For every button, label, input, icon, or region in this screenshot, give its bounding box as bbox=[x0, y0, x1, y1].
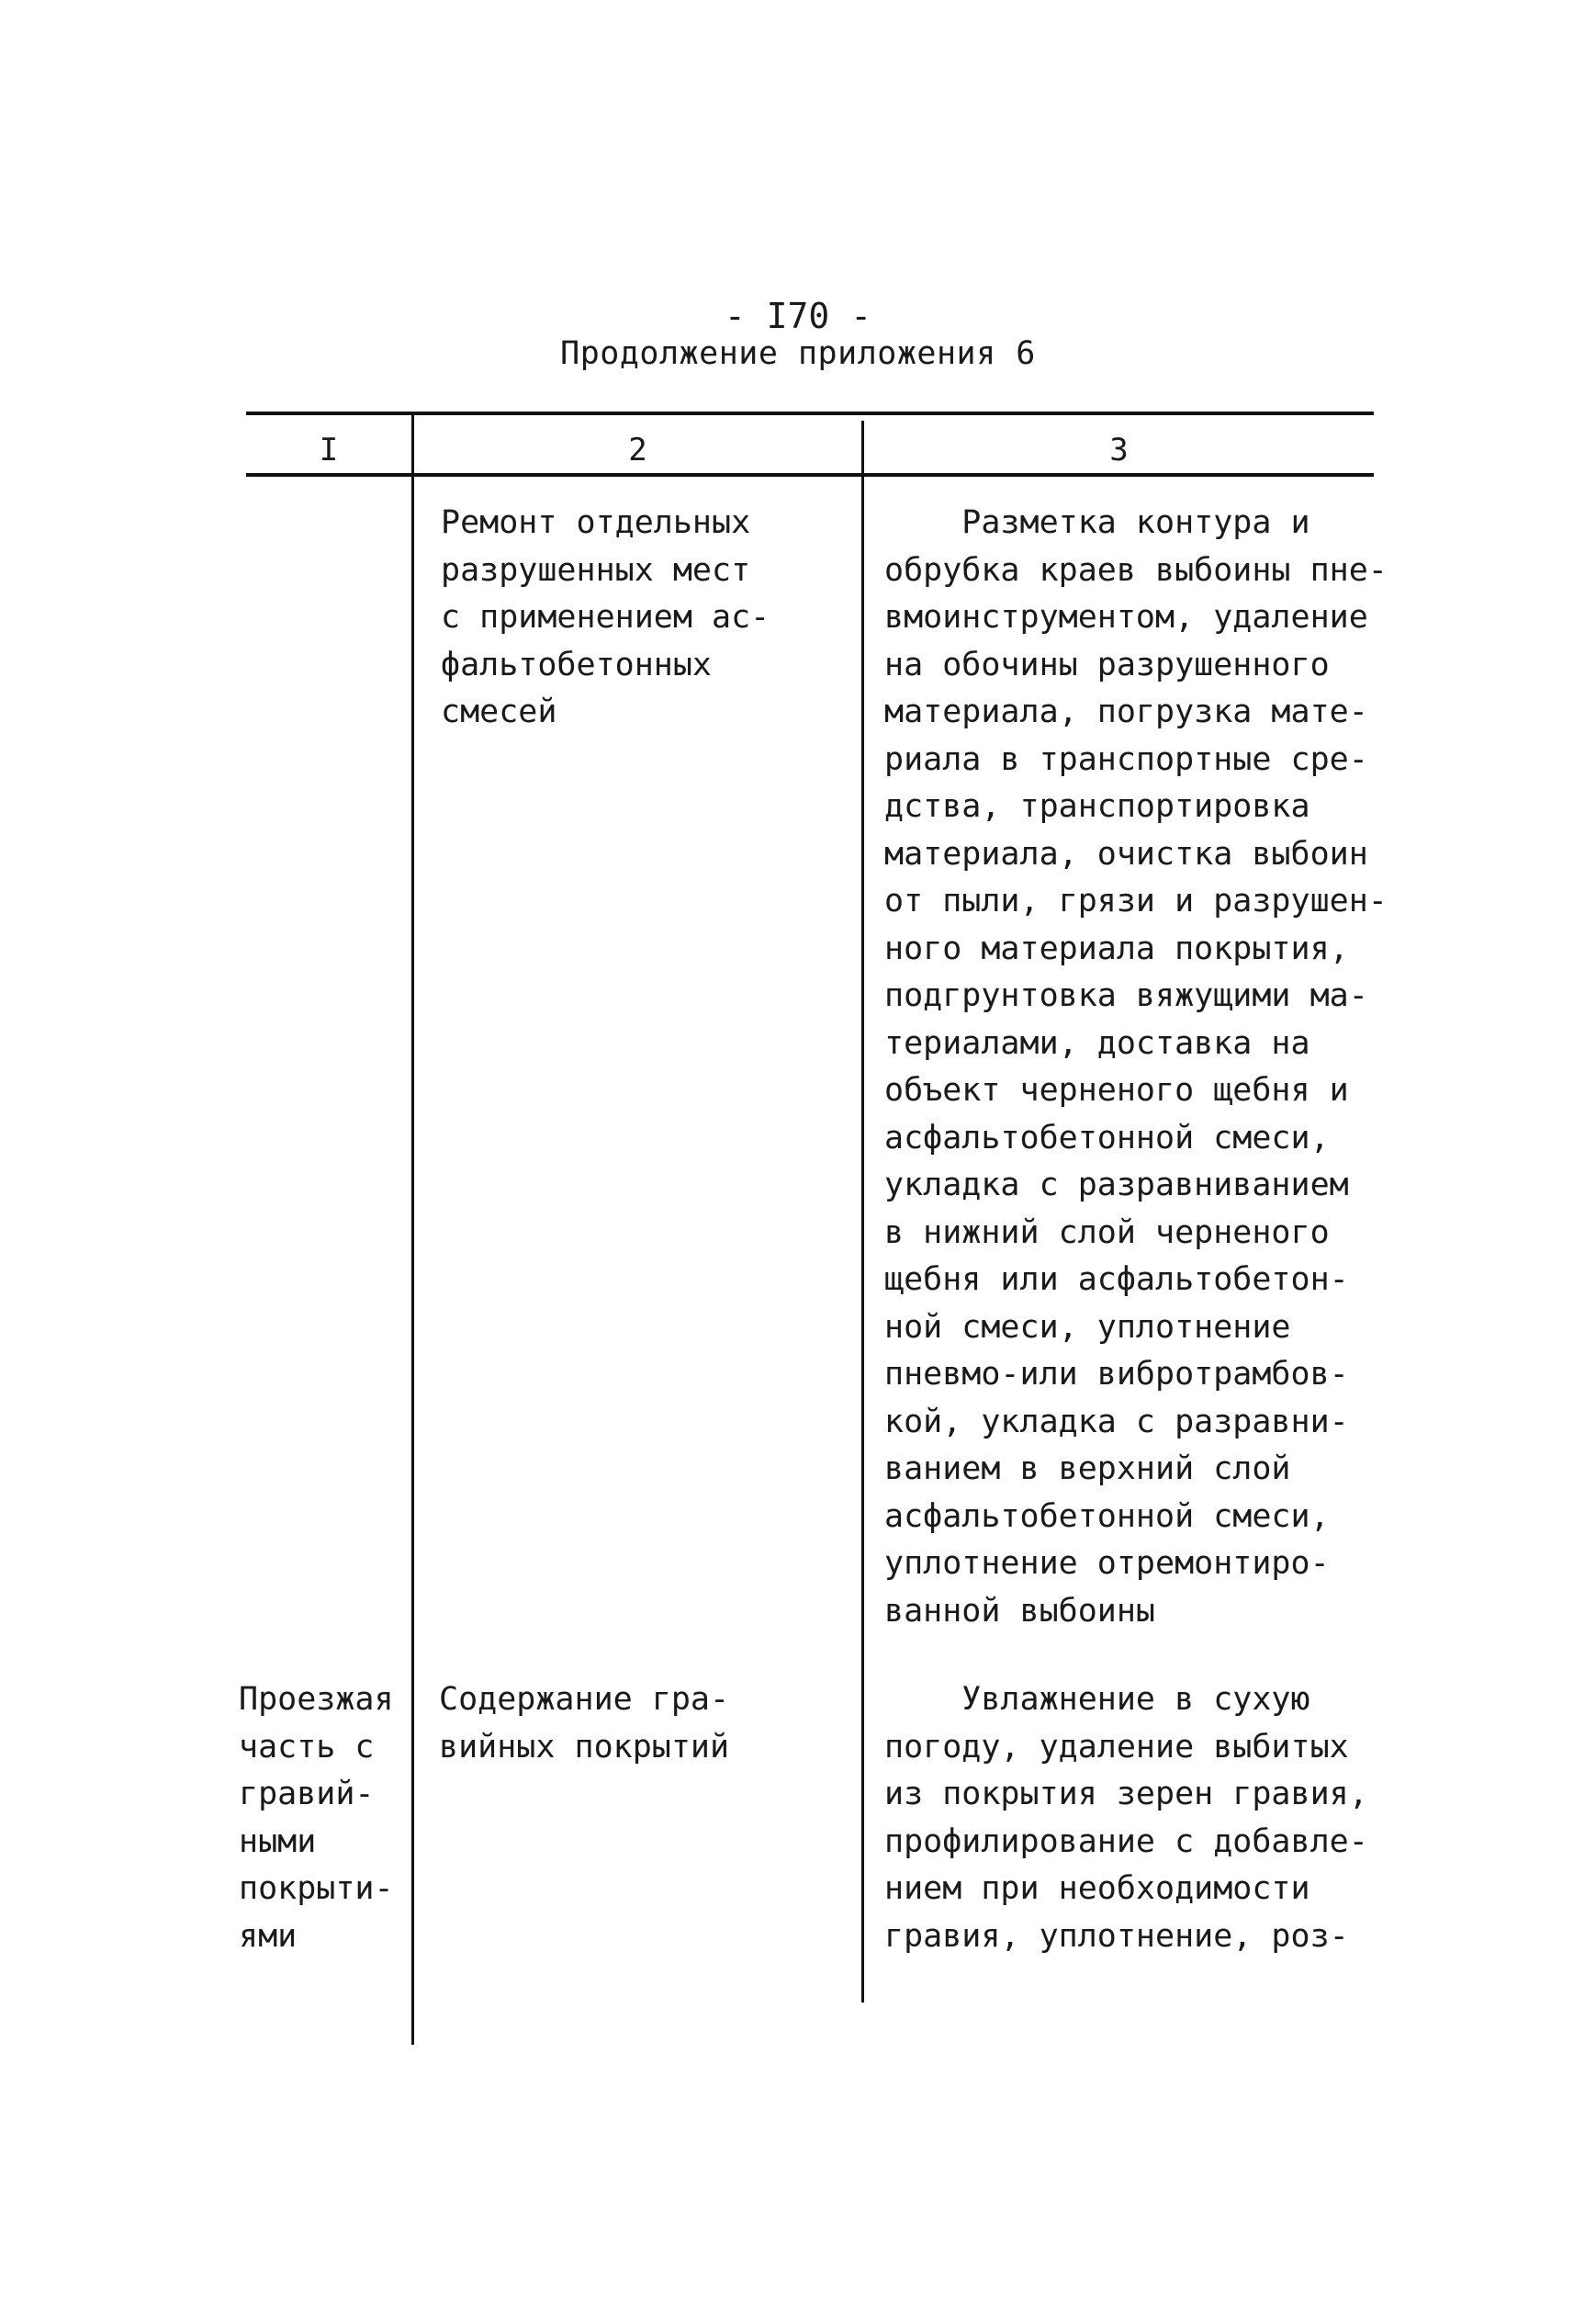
row1-work-description bbox=[884, 500, 1388, 1635]
text-line: обрубка краев выбоины пне- bbox=[884, 551, 1388, 589]
text-line: уплотнение отремонтиро- bbox=[884, 1545, 1330, 1582]
text-line: пневмо-или вибротрамбов- bbox=[884, 1356, 1349, 1393]
column-divider-2 bbox=[861, 421, 864, 2002]
text-line: разрушенных мест bbox=[441, 551, 751, 589]
table-top-rule bbox=[246, 412, 1374, 415]
text-line: фальтобетонных bbox=[441, 646, 713, 683]
text-line: укладка с разравниванием bbox=[884, 1167, 1349, 1203]
text-line: асфальтобетонной смеси, bbox=[884, 1497, 1330, 1535]
text-line: объект черненого щебня и bbox=[884, 1072, 1349, 1109]
row2-element-name bbox=[239, 1676, 394, 1960]
column-divider-1 bbox=[411, 412, 414, 2045]
text-line: на обочины разрушенного bbox=[884, 646, 1330, 683]
text-line: Содержание гра- bbox=[439, 1681, 730, 1718]
text-line: Ремонт отдельных bbox=[441, 504, 751, 541]
text-line: дства, транспортировка bbox=[884, 788, 1310, 825]
row1-work-name bbox=[441, 500, 770, 737]
text-line: нием при необходимости bbox=[884, 1870, 1310, 1907]
text-line: Проезжая bbox=[239, 1681, 394, 1718]
text-line: в нижний слой черненого bbox=[884, 1213, 1330, 1251]
text-line: покрыти- bbox=[239, 1870, 394, 1907]
text-line: погоду, удаление выбитых bbox=[884, 1728, 1349, 1766]
column-header-3: 3 bbox=[1109, 432, 1129, 468]
continuation-title: Продолжение приложения 6 bbox=[560, 335, 1036, 372]
text-line: Разметка контура и bbox=[884, 504, 1310, 541]
text-line: смесей bbox=[441, 694, 557, 730]
text-line: вмоинструментом, удаление bbox=[884, 599, 1368, 636]
text-line: кой, укладка с разравни- bbox=[884, 1403, 1349, 1440]
text-line: ными bbox=[239, 1822, 317, 1860]
text-line: вийных покрытий bbox=[439, 1728, 730, 1766]
text-line: материала, очистка выбоин bbox=[884, 835, 1368, 873]
text-line: подгрунтовка вяжущими ма- bbox=[884, 977, 1368, 1014]
text-line: из покрытия зерен гравия, bbox=[884, 1776, 1368, 1812]
row2-work-name bbox=[439, 1676, 729, 1771]
page-number: - I70 - bbox=[724, 296, 872, 336]
text-line: материала, погрузка мате- bbox=[884, 694, 1368, 730]
text-line: ванной выбоины bbox=[884, 1592, 1156, 1630]
text-line: асфальтобетонной смеси, bbox=[884, 1119, 1330, 1156]
text-line: ями bbox=[239, 1917, 298, 1955]
text-line: гравий- bbox=[239, 1776, 375, 1812]
text-line: ной смеси, уплотнение bbox=[884, 1308, 1291, 1346]
column-header-2: 2 bbox=[628, 432, 647, 468]
text-line: ного материала покрытия, bbox=[884, 930, 1349, 967]
text-line: риала в транспортные сре- bbox=[884, 740, 1368, 778]
text-line: профилирование с добавле- bbox=[884, 1822, 1368, 1860]
text-line: часть с bbox=[239, 1728, 375, 1766]
text-line: от пыли, грязи и разрушен- bbox=[884, 883, 1388, 919]
text-line: ванием в верхний слой bbox=[884, 1450, 1291, 1487]
text-line: с применением ас- bbox=[441, 599, 770, 636]
text-line: Увлажнение в сухую bbox=[884, 1681, 1310, 1718]
row2-work-description bbox=[884, 1676, 1368, 1960]
column-header-1: I bbox=[319, 432, 339, 468]
text-line: териалами, доставка на bbox=[884, 1024, 1310, 1062]
table-header-rule bbox=[246, 473, 1374, 477]
text-line: щебня или асфальтобетон- bbox=[884, 1261, 1349, 1298]
text-line: гравия, уплотнение, роз- bbox=[884, 1917, 1349, 1955]
